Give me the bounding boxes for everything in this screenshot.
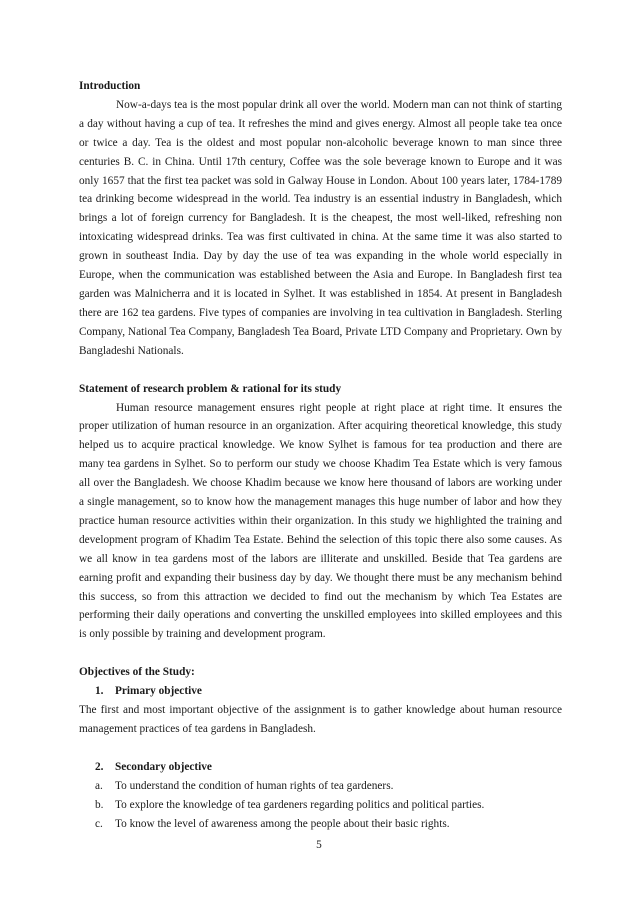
introduction-paragraph: Now-a-days tea is the most popular drink all over the world. Modern man can not think of starting a day without having a cup of tea. It refreshes the mind and gives energy. Almost all people take tea once or twice a day. Tea is the oldest and most popular non-alcoholic beverage known to man since three centuries B. C. in China. Until 17th century, Coffee was the sole beverage known to Europe and it was only 1657 that the first tea packet was sold in Galway House in London. About 100 years later, 1784-1789 tea drinking become widespread in the world. Tea industry is an essential industry in Bangladesh, which brings a lot of foreign currency for Bangladesh. It is the cheapest, the most well-liked, refreshing non intoxicating widespread drinks. Tea was first cultivated in china. At the same time it was also started to grown in southeast India. Day by day the use of tea was expanding in the whole world especially in Europe, when the communication was established between the Asia and Europe. In Bangladesh first tea garden was Malnicherra and it is located in Sylhet. It was established in 1854. At present in Bangladesh there are 162 tea gardens. Five types of companies are involving in tea cultivation in Bangladesh. Sterling Company, National Tea Company, Bangladesh Tea Board, Private LTD Company and Proprietary. Own by Bangladeshi Nationals. xyxy=(79,98,562,357)
primary-objective-heading xyxy=(79,682,562,701)
list-item-letter: b. xyxy=(95,798,104,811)
list-item-text: To know the level of awareness among the people about their basic rights. xyxy=(115,817,450,830)
list-item-letter: a. xyxy=(95,779,103,792)
section-spacer xyxy=(79,361,562,380)
research-problem-heading: Statement of research problem & rational for its study xyxy=(79,382,342,395)
primary-objective-title: Primary objective xyxy=(115,685,202,698)
page-number: 5 xyxy=(316,839,322,851)
list-item xyxy=(79,777,562,796)
list-item xyxy=(79,796,562,815)
secondary-objective-number: 2. xyxy=(95,760,104,773)
introduction-heading: Introduction xyxy=(79,80,141,92)
primary-objective-text: The first and most important objective of the assignment is to gather knowledge about human resource management practices of tea gardens in Bangladesh. xyxy=(79,704,562,735)
list-item-letter: c. xyxy=(95,817,103,830)
document-page xyxy=(79,77,562,834)
list-item-text: To understand the condition of human rights of tea gardeners. xyxy=(115,779,394,792)
secondary-objective-list xyxy=(79,777,562,834)
section-spacer xyxy=(79,644,562,663)
list-item-text: To explore the knowledge of tea gardeners regarding politics and political parties. xyxy=(115,798,485,811)
secondary-objective-title: Secondary objective xyxy=(115,760,212,773)
section-spacer xyxy=(79,739,562,758)
objectives-heading: Objectives of the Study: xyxy=(79,666,195,679)
secondary-objective-heading xyxy=(79,758,562,777)
list-item xyxy=(79,815,562,834)
primary-objective-number: 1. xyxy=(95,685,104,698)
research-problem-paragraph: Human resource management ensures right people at right place at right time. It ensures the proper utilization of human resource in an organization. After acquiring theoretical knowledge, this study helped us to acquire practical knowledge. We know Sylhet is famous for tea production and there are many tea gardens in Sylhet. So to perform our study we choose Khadim Tea Estate which is very famous all over the Bangladesh. We choose Khadim because we know here thousand of labors are working under a single management, so to know how the management manages this huge number of labor and how they practice human resource activities within their organization. In this study we highlighted the training and development program of Khadim Tea Estate. Behind the selection of this topic there also some causes. As we all know in tea gardens most of the labors are illiterate and unskilled. Beside that Tea gardens are earning profit and expanding their business day by day. We thought there must be any mechanism behind this success, so from this attraction we decided to find out the mechanism by which Tea Estates are performing their daily operations and converting the unskilled employees into skilled employees and this is only possible by training and development program. xyxy=(79,401,562,641)
